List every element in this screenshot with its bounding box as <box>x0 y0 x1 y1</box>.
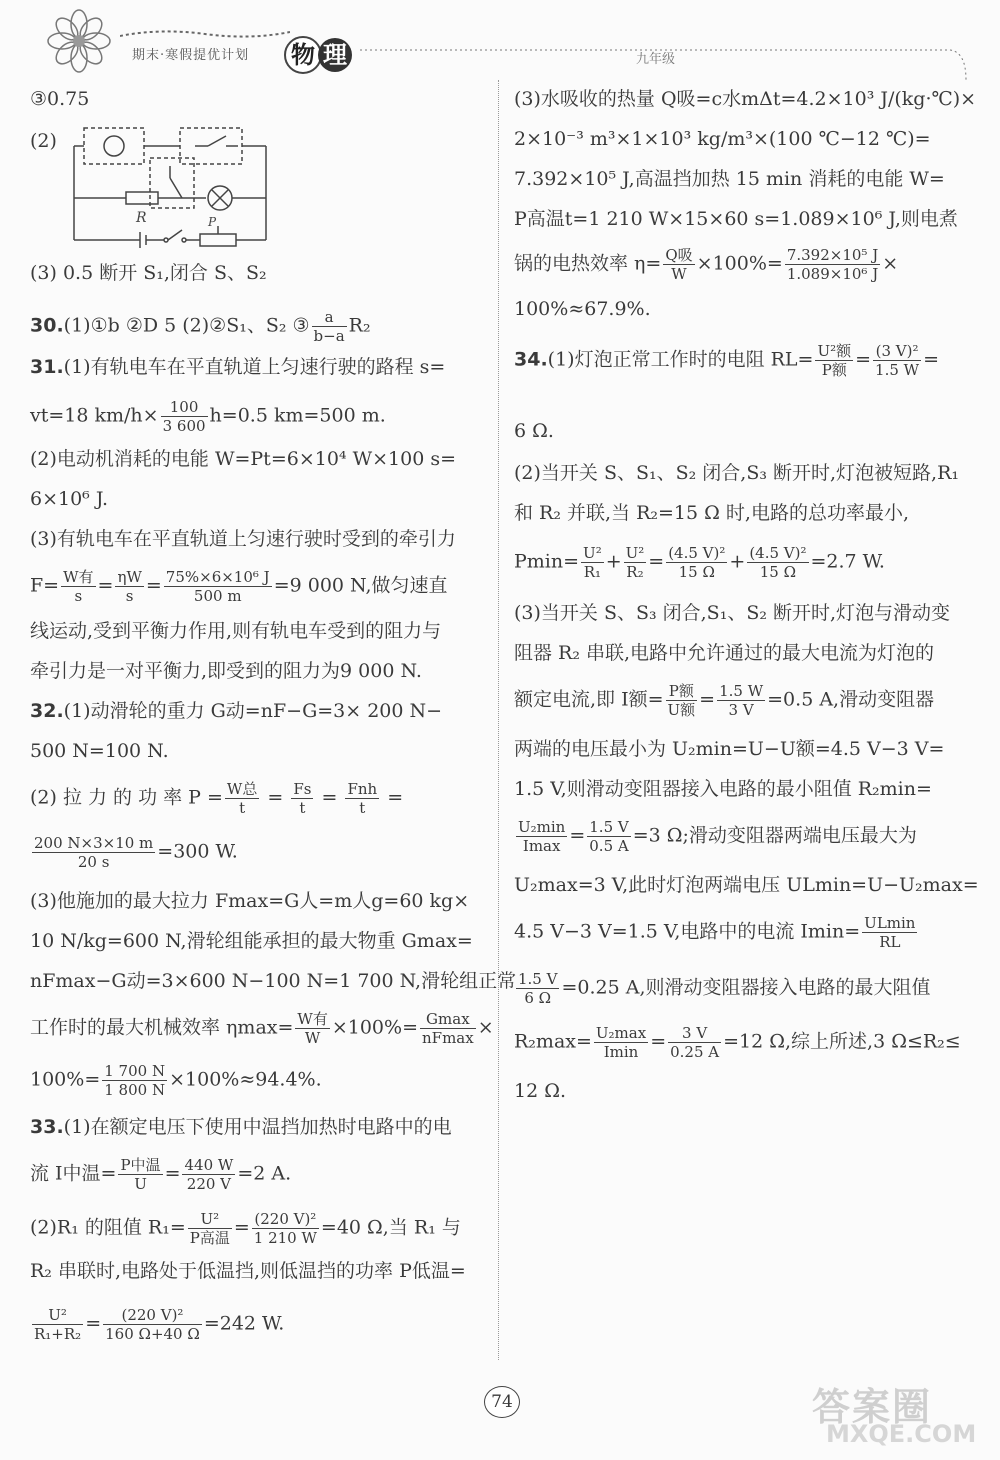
q33-line: R₂ 串联时,电路处于低温挡,则低温挡的功率 P低温= <box>30 1260 466 1282</box>
q32-line: $\frac{200 N\times 3\times 10 m}{20 s}$ =300 W. <box>34 834 238 871</box>
q33-line: 7.392×10⁵ J,高温挡加热 15 min 消耗的电能 W= <box>514 168 945 190</box>
answer-line: (3) 0.5 断开 S₁,闭合 S、S₂ <box>30 262 267 284</box>
q31-line: (3)有轨电车在平直轨道上匀速行驶时受到的牵引力 <box>30 528 456 550</box>
q34-line: 6 Ω. <box>514 420 554 442</box>
q33-line: 2×10⁻³ m³×1×10³ kg/m³×(100 ℃−12 ℃)= <box>514 128 931 150</box>
q32-line: 工作时的最大机械效率 ηmax= $\frac{\text{W有}}{W}$ ×100%= $\frac{Gmax}{nFmax}$ × <box>30 1010 494 1047</box>
q33-line: 锅的电热效率 η= $\frac{\text{Q吸}}{W}$ ×100%= $\frac{\text{7.392×10⁵ J}}{\text{1.089×10⁶ J}}$ × <box>514 246 899 283</box>
svg-text:R: R <box>136 210 147 226</box>
svg-text:P: P <box>208 215 217 229</box>
watermark-url: MXQE.COM <box>826 1420 977 1448</box>
q33-line: 33.(1)在额定电压下使用中温挡加热时电路中的电 <box>30 1116 452 1138</box>
answer-line: ③0.75 <box>30 88 90 110</box>
page-number: 74 <box>484 1386 520 1418</box>
q33-line: $\frac{\text{U²}}{\text{R₁+R₂}}$ = $\frac{\text{(220 V)²}}{160 \Omega+40 \Omega}$ =242 W. <box>34 1306 285 1343</box>
q34-line: 1.5 V,则滑动变阻器接入电路的最小阻值 R₂min= <box>514 778 932 800</box>
page-header <box>0 0 1000 80</box>
decorative-dots-icon <box>120 28 290 40</box>
circuit-diagram <box>70 122 280 252</box>
q32-line: nFmax−G动=3×600 N−100 N=1 700 N,滑轮组正常 <box>30 970 517 992</box>
q31-line: 31.(1)有轨电车在平直轨道上匀速行驶的路程 s= <box>30 356 446 378</box>
q34-line: U₂max=3 V,此时灯泡两端电压 ULmin=U−U₂max= <box>514 874 979 896</box>
q34-line: 12 Ω. <box>514 1080 567 1102</box>
q32-line: 10 N/kg=600 N,滑轮组能承担的最大物重 Gmax= <box>30 930 473 952</box>
q30-line: 30.(1)①b ②D 5 (2)②S₁、S₂ ③ $\frac{a}{b-a}$ R₂ <box>30 308 371 345</box>
q32-line: (2) 拉 力 的 功 率 P = $\frac{\text{W总}}{t}$ = $\frac{Fs}{t}$ = $\frac{\text{Fnh}}{t}$ = <box>30 780 404 817</box>
column-divider <box>498 80 499 1360</box>
q33-line: 100%≈67.9%. <box>514 298 651 320</box>
flower-logo-icon <box>44 6 114 76</box>
q34-line: Pmin= $\frac{\text{U²}}{\text{R₁}}$ + $\frac{\text{U²}}{\text{R₂}}$ = $\frac{\text{(4.5 V)²}}{15 \Omega}$ + $\frac{\text{(4.5 V)²}}{15 \Omega}$ =2.7 W. <box>514 544 885 581</box>
q32-line: 500 N=100 N. <box>30 740 169 762</box>
q33-line: (3)水吸收的热量 Q吸=c水mΔt=4.2×10³ J/(kg·℃)× <box>514 88 977 110</box>
fraction: $\frac{a}{b-a}$ <box>313 308 345 345</box>
q34-line: 和 R₂ 并联,当 R₂=15 Ω 时,电路的总功率最小, <box>514 502 910 524</box>
q34-line: $\frac{1.5 V}{6 \Omega}$ =0.25 A,则滑动变阻器接入电路的最大阻值 <box>518 970 931 1007</box>
brand-title: 期末·寒假提优计划 <box>132 48 250 63</box>
q34-line: 阻器 R₂ 串联,电路中允许通过的最大电流为灯泡的 <box>514 642 935 664</box>
q34-line: $\frac{\text{U₂min}}{Imax}$ = $\frac{1.5 V}{0.5 A}$ =3 Ω;滑动变阻器两端电压最大为 <box>518 818 917 855</box>
q34-line: (2)当开关 S、S₁、S₂ 闭合,S₃ 断开时,灯泡被短路,R₁ <box>514 462 959 484</box>
grade-label: 九年级 <box>636 52 676 67</box>
q34-line: (3)当开关 S、S₃ 闭合,S₁、S₂ 断开时,灯泡与滑动变 <box>514 602 951 624</box>
q32-line: 32.(1)动滑轮的重力 G动=nF−G=3× 200 N− <box>30 700 443 722</box>
subject-badge: 物 理 <box>284 36 352 74</box>
watermark-logo: 答案圈 <box>812 1385 933 1429</box>
q34-line: 4.5 V−3 V=1.5 V,电路中的电流 Imin= $\frac{ULmin}{RL}$ <box>514 914 916 951</box>
q33-line: (2)R₁ 的阻值 R₁= $\frac{\text{U²}}{\text{P高温}}$ = $\frac{\text{(220 V)²}}{1 210 W}$ =40 Ω,当 R₁ 与 <box>30 1210 461 1247</box>
q34-line: 34.(1)灯泡正常工作时的电阻 RL= $\frac{\text{U²额}}{\text{P额}}$ = $\frac{\text{(3 V)²}}{1.5 W}$ = <box>514 342 940 379</box>
q33-line: 流 I中温= $\frac{\text{P中温}}{U}$ = $\frac{440 W}{220 V}$ =2 A. <box>30 1156 292 1193</box>
q32-line: (3)他施加的最大拉力 Fmax=G人=m人g=60 kg× <box>30 890 470 912</box>
q31-line: F= $\frac{\text{W有}}{s}$ = $\frac{\eta W}{s}$ = $\frac{\text{75\%×6×10⁶ J}}{500 m}$ =9 000 N,做匀速直 <box>30 568 448 605</box>
q31-line: 线运动,受到平衡力作用,则有轨电车受到的阻力与 <box>30 620 442 642</box>
q33-line: P高温t=1 210 W×15×60 s=1.089×10⁶ J,则电煮 <box>514 208 958 230</box>
q34-line: 额定电流,即 I额= $\frac{\text{P额}}{\text{U额}}$ = $\frac{1.5 W}{3 V}$ =0.5 A,滑动变阻器 <box>514 682 935 719</box>
answer-line: (2) <box>30 130 57 152</box>
q34-line: R₂max= $\frac{\text{U₂max}}{Imin}$ = $\frac{3 V}{0.25 A}$ =12 Ω,综上所述,3 Ω≤R₂≤ <box>514 1024 961 1061</box>
q34-line: 两端的电压最小为 U₂min=U−U额=4.5 V−3 V= <box>514 738 945 760</box>
q31-line: (2)电动机消耗的电能 W=Pt=6×10⁴ W×100 s= <box>30 448 457 470</box>
q31-line: 6×10⁶ J. <box>30 488 109 510</box>
q31-line: 牵引力是一对平衡力,即受到的阻力为9 000 N. <box>30 660 422 682</box>
q32-line: 100%= $\frac{1 700 N}{1 800 N}$ ×100%≈94.4%. <box>30 1062 322 1099</box>
q31-line: vt=18 km/h× $\frac{100}{3 600}$ h=0.5 km=500 m. <box>30 398 386 435</box>
